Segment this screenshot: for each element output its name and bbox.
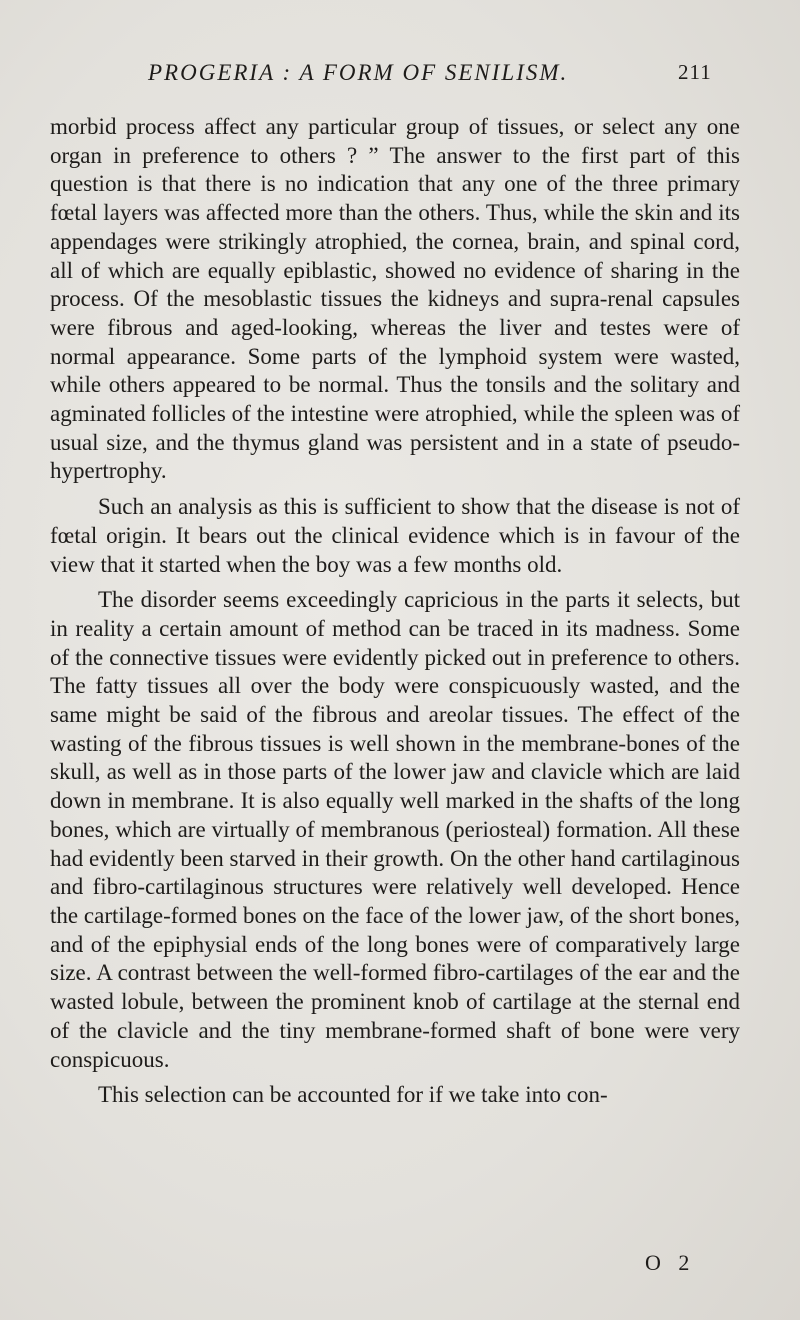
body-text: [50, 113, 740, 1117]
paragraph-4: This selection can be accounted for if we take into con-: [98, 1082, 608, 1108]
running-head-title: PROGERIA : A FORM OF SENILISM.: [148, 60, 569, 85]
running-head: [0, 56, 800, 92]
page-number: 211: [678, 60, 712, 84]
paragraph-2: Such an analysis as this is sufficient to show that the disease is not of fœtal origin. It bears out the clinical evidence which is in favour of the view that it started when the boy was a few months old.: [50, 494, 740, 577]
paragraph-3: The disorder seems exceedingly capricious in the parts it selects, but in reality a certain amount of method can be traced in its madness. Some of the connective tissues were evidently picked out in preference to others. The fatty tissues all over the body were conspicuously wasted, and the same might be said of the fibrous and areolar tissues. The effect of the wasting of the fibrous tissues is well shown in the membrane-bones of the skull, as well as in those parts of the lower jaw and clavicle which are laid down in membrane. It is also equally well marked in the shafts of the long bones, which are virtually of membranous (periosteal) formation. All these had evidently been starved in their growth. On the other hand cartilaginous and fibro-cartilaginous structures were relatively well developed. Hence the cartilage-formed bones on the face of the lower jaw, of the short bones, and of the epiphysial ends of the long bones were of comparatively large size. A contrast between the well-formed fibro-cartilages of the ear and the wasted lobule, between the prominent knob of cartilage at the sternal end of the clavicle and the tiny membrane-formed shaft of bone were very conspicuous.: [50, 587, 740, 1072]
signature-mark: O 2: [645, 1250, 696, 1275]
paragraph-1: morbid process affect any particular group of tissues, or select any one organ in preference to others ? ” The answer to the first part of this question is that there is no indication that any one of the three primary fœtal layers was affected more than the others. Thus, while the skin and its appendages were strikingly atrophied, the cornea, brain, and spinal cord, all of which are equally epiblastic, showed no evidence of sharing in the process. Of the mesoblastic tissues the kidneys and supra-renal capsules were fibrous and aged-looking, whereas the liver and testes were of normal appearance. Some parts of the lymphoid system were wasted, while others appeared to be normal. Thus the tonsils and the solitary and agminated follicles of the intestine were atrophied, while the spleen was of usual size, and the thymus gland was persistent and in a state of pseudo-hypertrophy.: [50, 114, 740, 484]
